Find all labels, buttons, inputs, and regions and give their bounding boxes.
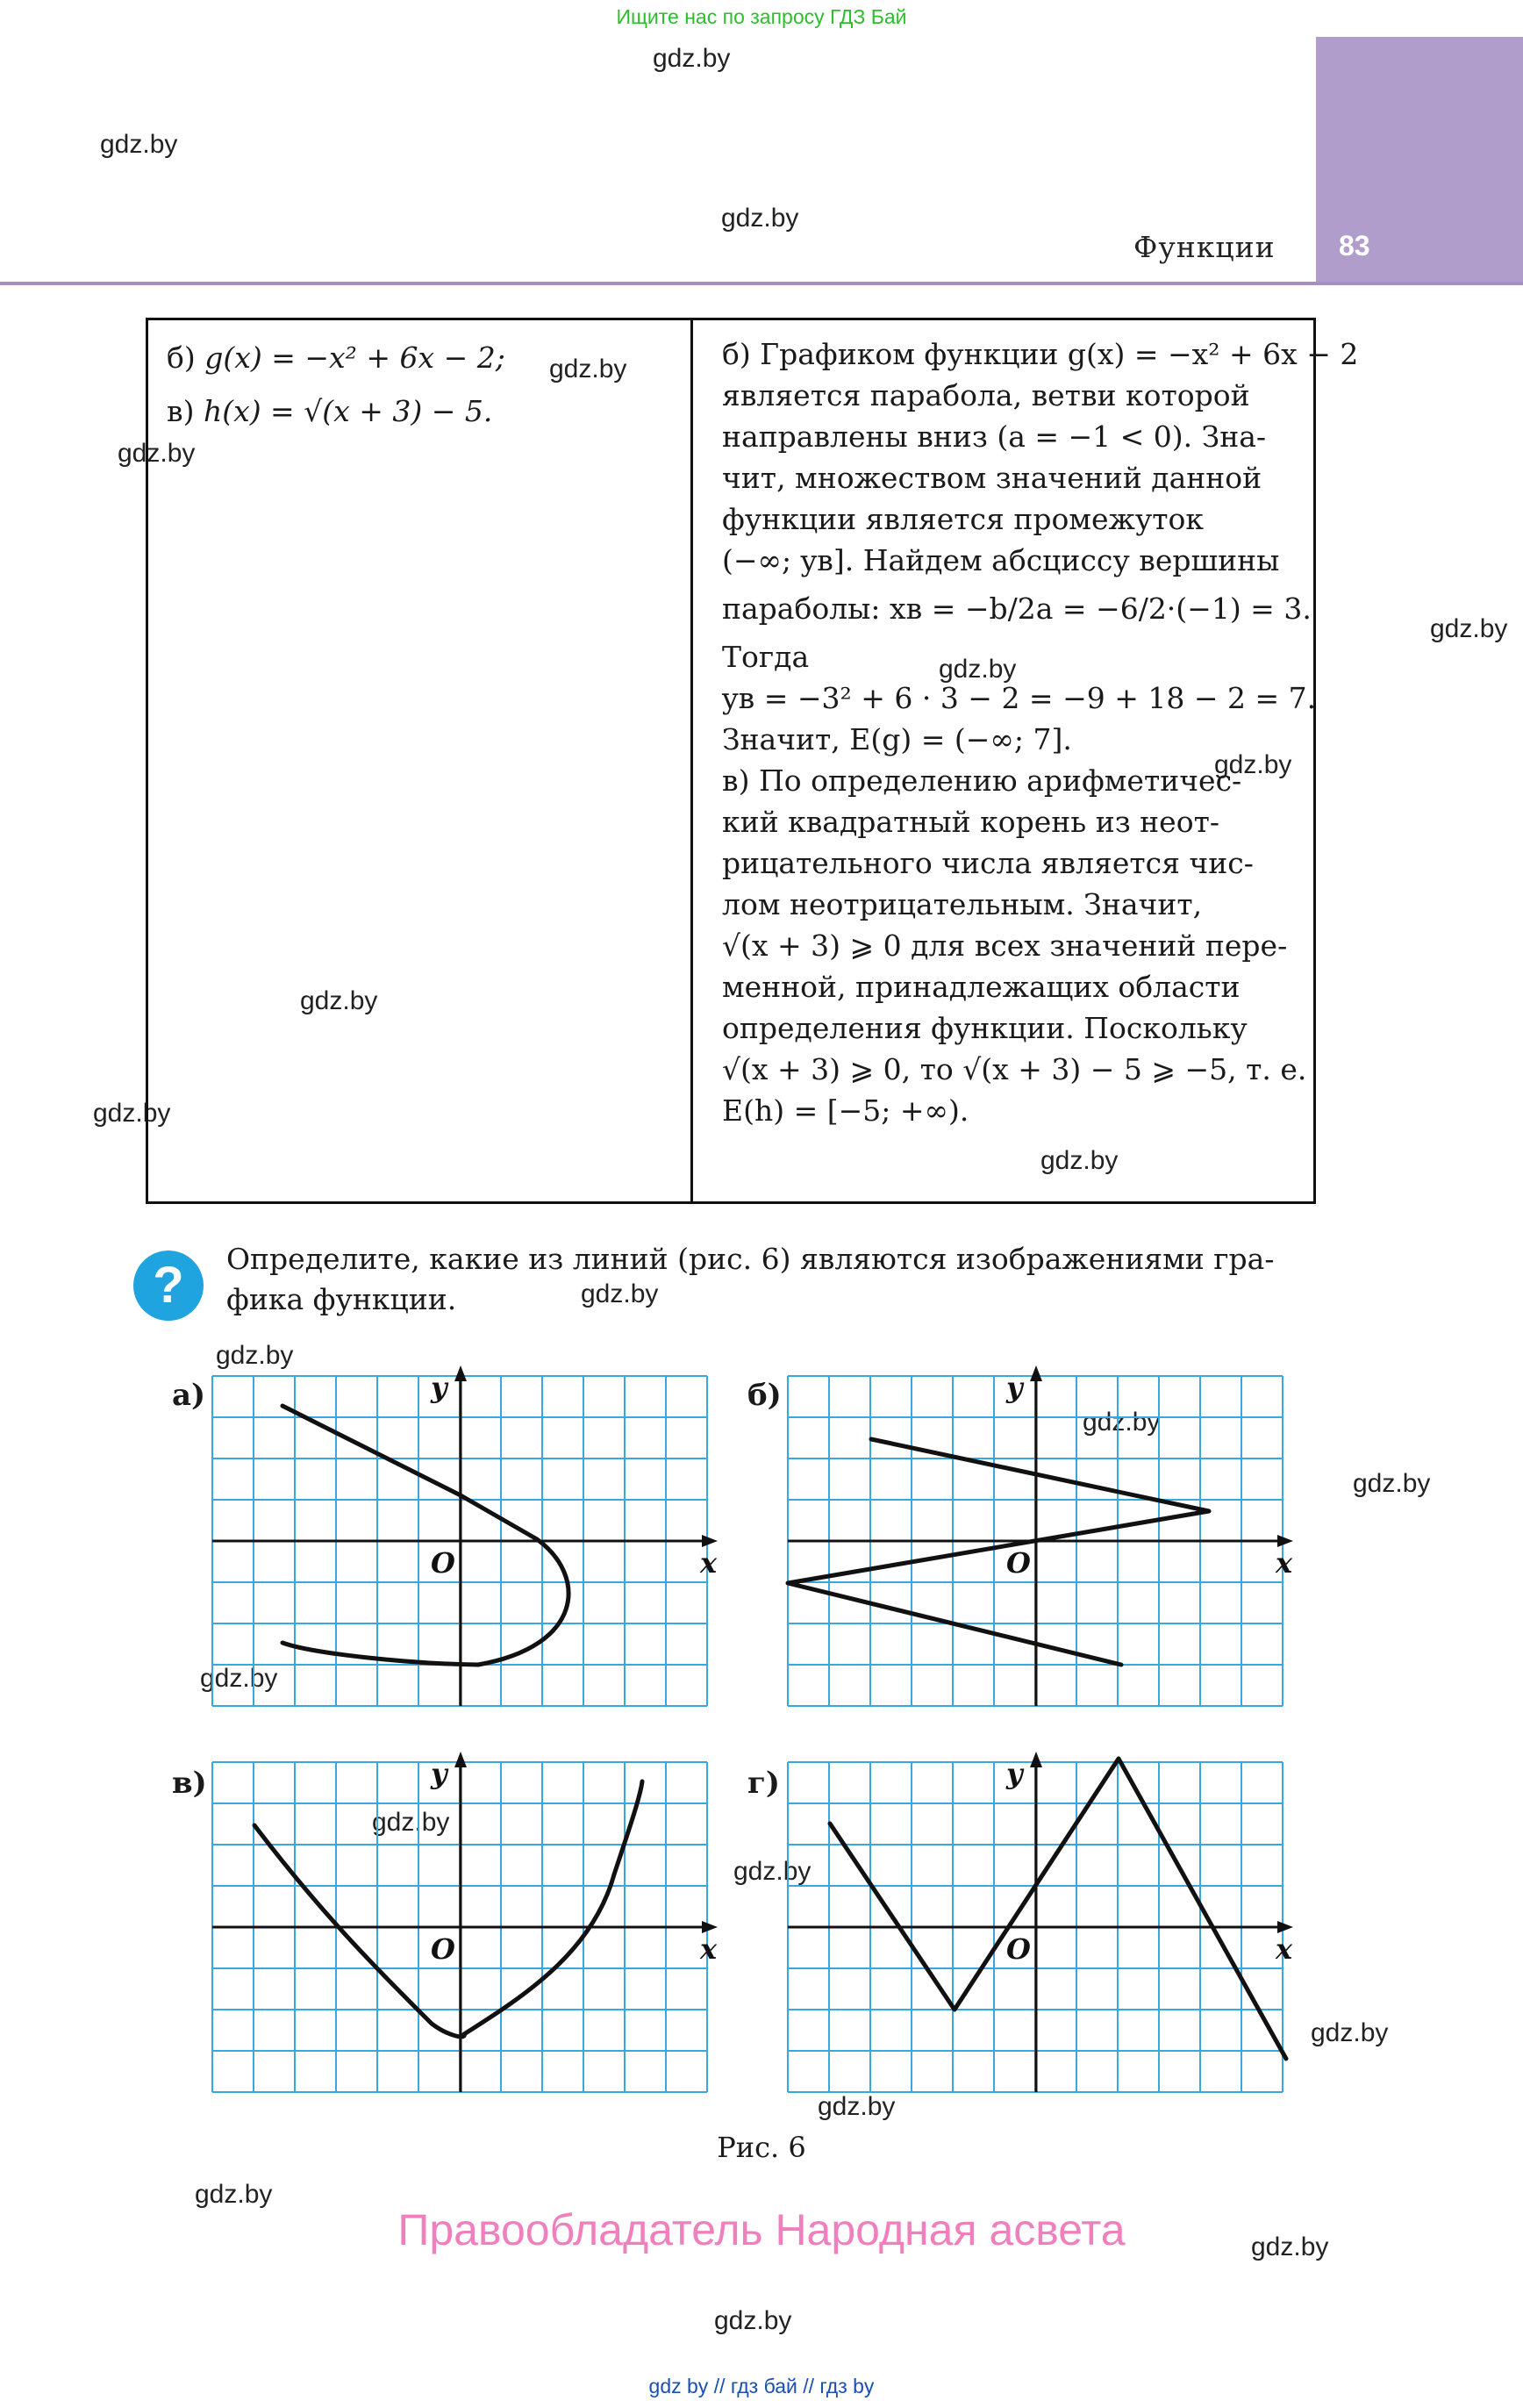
solution-line: E(h) = [−5; +∞). (722, 1093, 969, 1128)
curve-b (788, 1439, 1209, 1665)
solution-line: функции является промежуток (722, 502, 1205, 536)
task-v-prefix: в) (167, 394, 195, 428)
x-axis-label: x (1276, 1546, 1293, 1580)
watermark: gdz.by (118, 439, 196, 468)
panel-label-v: в) (172, 1766, 207, 1801)
curve-a (282, 1406, 568, 1665)
origin-label: O (1006, 1932, 1031, 1966)
y-axis-label: y (431, 1757, 447, 1790)
x-axis-arrow (1277, 1921, 1293, 1933)
watermark: gdz.by (581, 1279, 659, 1308)
solution-line: лом неотрицательным. Значит, (722, 887, 1203, 921)
solution-line: Тогда (722, 640, 810, 674)
y-axis-arrow (1030, 1365, 1042, 1381)
watermark: gdz.by (372, 1808, 450, 1837)
watermark: gdz.by (300, 986, 378, 1015)
y-axis-arrow (1030, 1752, 1042, 1767)
question-line: фика функции. (226, 1282, 457, 1316)
task-v-function: h(x) = √(x + 3) − 5. (203, 394, 493, 428)
watermark: gdz.by (1430, 614, 1508, 643)
panel-label-g: г) (747, 1766, 780, 1801)
question-mark: ? (153, 1257, 184, 1314)
y-axis-arrow (454, 1752, 467, 1767)
rights-holder: Правообладатель Народная асвета (397, 2205, 1126, 2254)
origin-label: O (431, 1932, 455, 1966)
watermark: gdz.by (733, 1857, 812, 1886)
solution-line: √(x + 3) ⩾ 0, то √(x + 3) − 5 ⩾ −5, т. е. (722, 1052, 1307, 1086)
watermark: gdz.by (1251, 2232, 1329, 2261)
watermark: gdz.by (714, 2306, 792, 2335)
figure-caption: Рис. 6 (717, 2131, 806, 2164)
y-axis-arrow (454, 1365, 467, 1381)
page-number: 83 (1339, 230, 1370, 262)
solution-line: yв = −3² + 6 · 3 − 2 = −9 + 18 − 2 = 7. (722, 681, 1317, 715)
solution-line: в) По определению арифметичес- (722, 763, 1242, 798)
y-axis-label: y (1006, 1757, 1023, 1790)
task-b-prefix: б) (167, 340, 196, 375)
watermark: gdz.by (549, 355, 627, 383)
solution-line: чит, множеством значений данной (722, 461, 1262, 495)
watermark: gdz.by (93, 1099, 171, 1128)
top-notice: Ищите нас по запросу ГДЗ Бай (616, 5, 907, 28)
watermark: gdz.by (939, 655, 1017, 684)
x-axis-label: x (1276, 1932, 1293, 1966)
question-line: Определите, какие из линий (рис. 6) являются изображениями гра- (226, 1242, 1275, 1276)
solution-line: б) Графиком функции g(x) = −x² + 6x − 2 (722, 337, 1359, 371)
watermark: gdz.by (1214, 750, 1292, 779)
task-b-function: g(x) = −x² + 6x − 2; (204, 340, 505, 375)
solution-line: (−∞; yв]. Найдем абсциссу вершины (722, 543, 1280, 577)
section-title: Функции (1133, 230, 1276, 264)
x-axis-arrow (702, 1921, 718, 1933)
solution-line: менной, принадлежащих области (722, 970, 1241, 1004)
watermark: gdz.by (653, 44, 731, 73)
panel-label-a: а) (172, 1378, 206, 1413)
origin-label: O (1006, 1546, 1031, 1580)
watermark: gdz.by (100, 130, 178, 159)
solution-line: Значит, E(g) = (−∞; 7]. (722, 722, 1072, 756)
panel-label-b: б) (747, 1378, 782, 1413)
watermark: gdz.by (1353, 1469, 1431, 1498)
watermark: gdz.by (216, 1341, 294, 1370)
footer-links: gdz by // гдз бай // гдз by (648, 2375, 875, 2397)
solution-line: кий квадратный корень из неот- (722, 805, 1219, 839)
x-axis-label: x (700, 1932, 718, 1966)
watermark: gdz.by (1040, 1146, 1119, 1175)
solution-line: определения функции. Поскольку (722, 1011, 1248, 1045)
watermark: gdz.by (721, 204, 799, 233)
watermark: gdz.by (195, 2180, 273, 2209)
y-axis-label: y (431, 1371, 447, 1404)
solution-line: параболы: xв = −b/2a = −6/2·(−1) = 3. (722, 591, 1312, 626)
watermark: gdz.by (1083, 1408, 1161, 1437)
solution-line: направлены вниз (a = −1 < 0). Зна- (722, 419, 1267, 454)
x-axis-arrow (1277, 1535, 1293, 1547)
solution-line: √(x + 3) ⩾ 0 для всех значений пере- (722, 928, 1288, 963)
watermark: gdz.by (1311, 2018, 1389, 2047)
solution-line: рицательного числа является чис- (722, 846, 1254, 880)
x-axis-arrow (702, 1535, 718, 1547)
solution-line: является парабола, ветви которой (722, 378, 1250, 412)
y-axis-label: y (1006, 1371, 1023, 1404)
watermark: gdz.by (818, 2092, 896, 2121)
watermark: gdz.by (200, 1664, 278, 1693)
x-axis-label: x (700, 1546, 718, 1580)
origin-label: O (431, 1546, 455, 1580)
